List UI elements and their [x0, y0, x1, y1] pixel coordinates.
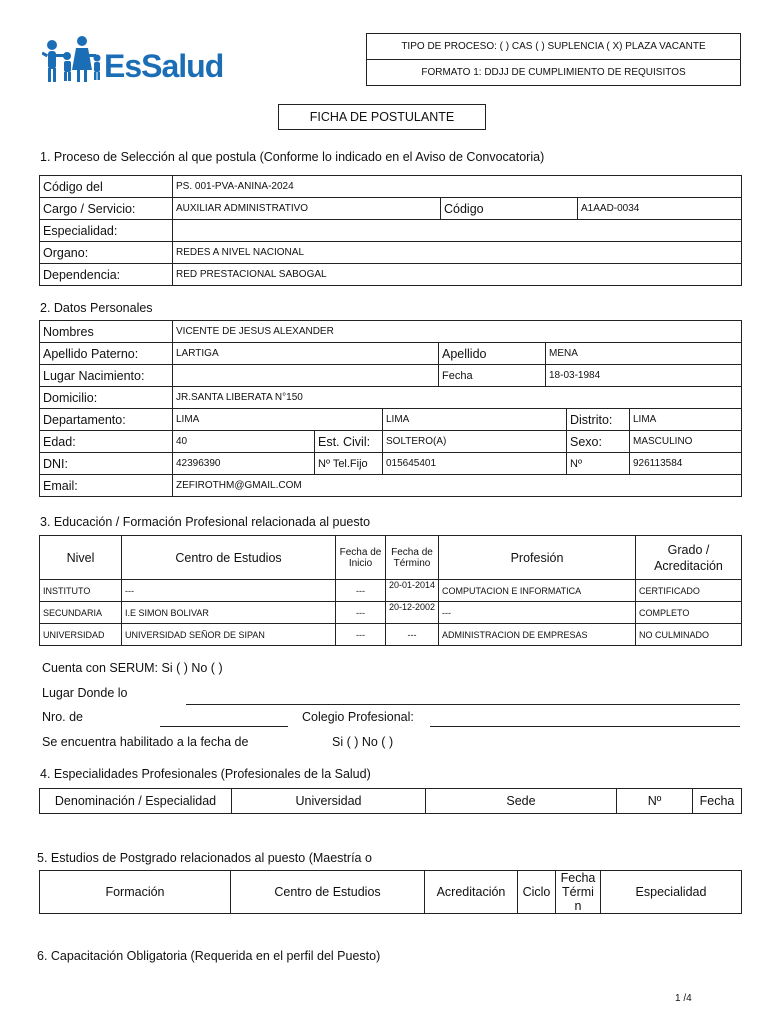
email-label: Email: — [40, 475, 173, 497]
section-4-title: 4. Especialidades Profesionales (Profesionales de la Salud) — [40, 767, 371, 781]
celular-label: Nº — [567, 453, 630, 475]
domicilio-value: JR.SANTA LIBERATA N°150 — [173, 387, 742, 409]
header-denominacion: Denominación / Especialidad — [40, 789, 232, 814]
colegio-profesional-line — [430, 726, 740, 727]
apellido-paterno-value: LARTIGA — [173, 343, 439, 365]
cargo-label: Cargo / Servicio: — [40, 198, 173, 220]
page-title: FICHA DE POSTULANTE — [278, 104, 486, 130]
cell-nivel: SECUNDARIA — [40, 602, 122, 624]
cell-termino: --- — [386, 624, 439, 646]
header-formacion: Formación — [40, 871, 231, 914]
serum-question: Cuenta con SERUM: Si ( ) No ( ) — [42, 661, 223, 675]
cargo-value: AUXILIAR ADMINISTRATIVO — [173, 198, 441, 220]
sexo-label: Sexo: — [567, 431, 630, 453]
departamento-label: Departamento: — [40, 409, 173, 431]
header-acreditacion: Acreditación — [425, 871, 518, 914]
organo-label: Organo: — [40, 242, 173, 264]
process-type-box — [366, 33, 741, 86]
sexo-value: MASCULINO — [630, 431, 742, 453]
cell-inicio: --- — [336, 580, 386, 602]
telefono-fijo-value: 015645401 — [383, 453, 567, 475]
codigo-label: Código del — [40, 176, 173, 198]
fecha-nacimiento-label: Fecha — [439, 365, 546, 387]
cell-grado: NO CULMINADO — [636, 624, 742, 646]
header-ciclo: Ciclo — [518, 871, 556, 914]
cell-termino: 20-01-2014 — [386, 580, 439, 602]
serum-lugar-label: Lugar Donde lo — [42, 686, 128, 700]
header-profesion: Profesión — [439, 536, 636, 580]
section-1-table — [39, 175, 742, 286]
dependencia-label: Dependencia: — [40, 264, 173, 286]
cell-profesion: --- — [439, 602, 636, 624]
distrito-label: Distrito: — [567, 409, 630, 431]
cell-centro: UNIVERSIDAD SEÑOR DE SIPAN — [122, 624, 336, 646]
header-especialidad: Especialidad — [601, 871, 742, 914]
fecha-nacimiento-value: 18-03-1984 — [546, 365, 742, 387]
header-nivel: Nivel — [40, 536, 122, 580]
nro-colegiatura-label: Nro. de — [42, 710, 83, 724]
distrito-value: LIMA — [630, 409, 742, 431]
family-logo-icon — [42, 36, 104, 86]
colegio-profesional-label: Colegio Profesional: — [302, 710, 414, 724]
header-fecha-inicio: Fecha de Inicio — [336, 536, 386, 580]
postgraduate-table — [39, 870, 742, 914]
header-fecha: Fecha — [693, 789, 742, 814]
section-6-title: 6. Capacitación Obligatoria (Requerida en el perfil del Puesto) — [37, 949, 381, 963]
cell-nivel: UNIVERSIDAD — [40, 624, 122, 646]
apellido-paterno-label: Apellido Paterno: — [40, 343, 173, 365]
cell-profesion: ADMINISTRACION DE EMPRESAS — [439, 624, 636, 646]
cell-nivel: INSTITUTO — [40, 580, 122, 602]
section-1-title: 1. Proceso de Selección al que postula (Conforme lo indicado en el Aviso de Convocatoria) — [40, 150, 545, 164]
cell-centro: I.E SIMON BOLIVAR — [122, 602, 336, 624]
header-fecha-termino: Fecha de Término — [386, 536, 439, 580]
domicilio-label: Domicilio: — [40, 387, 173, 409]
header-universidad: Universidad — [232, 789, 426, 814]
dni-label: DNI: — [40, 453, 173, 475]
codigo2-value: A1AAD-0034 — [578, 198, 742, 220]
lugar-nacimiento-label: Lugar Nacimiento: — [40, 365, 173, 387]
table-row — [40, 602, 742, 624]
cell-inicio: --- — [336, 602, 386, 624]
cell-inicio: --- — [336, 624, 386, 646]
header-fecha-termino: Fecha Términ — [556, 871, 601, 914]
header-numero: Nº — [617, 789, 693, 814]
page-number: 1 /4 — [675, 993, 692, 1004]
education-table — [39, 535, 742, 646]
cell-grado: COMPLETO — [636, 602, 742, 624]
header-centro-estudios: Centro de Estudios — [231, 871, 425, 914]
telefono-fijo-label: Nº Tel.Fijo — [315, 453, 383, 475]
lugar-nacimiento-value — [173, 365, 439, 387]
section-2-table — [39, 320, 742, 497]
codigo-value: PS. 001-PVA-ANINA-2024 — [173, 176, 742, 198]
provincia-value: LIMA — [383, 409, 567, 431]
header-grado: Grado / Acreditación — [636, 536, 742, 580]
header-sede: Sede — [426, 789, 617, 814]
habilitado-label: Se encuentra habilitado a la fecha de — [42, 735, 249, 749]
nombres-value: VICENTE DE JESUS ALEXANDER — [173, 321, 742, 343]
table-row — [40, 580, 742, 602]
section-5-title: 5. Estudios de Postgrado relacionados al puesto (Maestría o — [37, 851, 372, 865]
cell-profesion: COMPUTACION E INFORMATICA — [439, 580, 636, 602]
cell-termino: 20-12-2002 — [386, 602, 439, 624]
organo-value: REDES A NIVEL NACIONAL — [173, 242, 742, 264]
especialidad-value — [173, 220, 742, 242]
process-type-line: TIPO DE PROCESO: ( ) CAS ( ) SUPLENCIA ( X) PLAZA VACANTE — [367, 34, 741, 60]
estado-civil-value: SOLTERO(A) — [383, 431, 567, 453]
nombres-label: Nombres — [40, 321, 173, 343]
apellido-materno-value: MENA — [546, 343, 742, 365]
codigo2-label: Código — [441, 198, 578, 220]
departamento-value: LIMA — [173, 409, 383, 431]
serum-lugar-line — [186, 704, 740, 705]
section-3-title: 3. Educación / Formación Profesional relacionada al puesto — [40, 515, 371, 529]
apellido-materno-label: Apellido — [439, 343, 546, 365]
table-row — [40, 624, 742, 646]
celular-value: 926113584 — [630, 453, 742, 475]
essalud-logo — [42, 36, 232, 88]
header-centro: Centro de Estudios — [122, 536, 336, 580]
dependencia-value: RED PRESTACIONAL SABOGAL — [173, 264, 742, 286]
estado-civil-label: Est. Civil: — [315, 431, 383, 453]
section-2-title: 2. Datos Personales — [40, 301, 153, 315]
logo-text: EsSalud — [104, 48, 224, 84]
edad-label: Edad: — [40, 431, 173, 453]
cell-centro: --- — [122, 580, 336, 602]
dni-value: 42396390 — [173, 453, 315, 475]
habilitado-options: Si ( ) No ( ) — [332, 735, 394, 749]
format-line: FORMATO 1: DDJJ DE CUMPLIMIENTO DE REQUISITOS — [367, 60, 741, 86]
email-value: ZEFIROTHM@GMAIL.COM — [173, 475, 742, 497]
especialidad-label: Especialidad: — [40, 220, 173, 242]
cell-grado: CERTIFICADO — [636, 580, 742, 602]
nro-colegiatura-line — [160, 726, 288, 727]
edad-value: 40 — [173, 431, 315, 453]
specialties-table — [39, 788, 742, 814]
